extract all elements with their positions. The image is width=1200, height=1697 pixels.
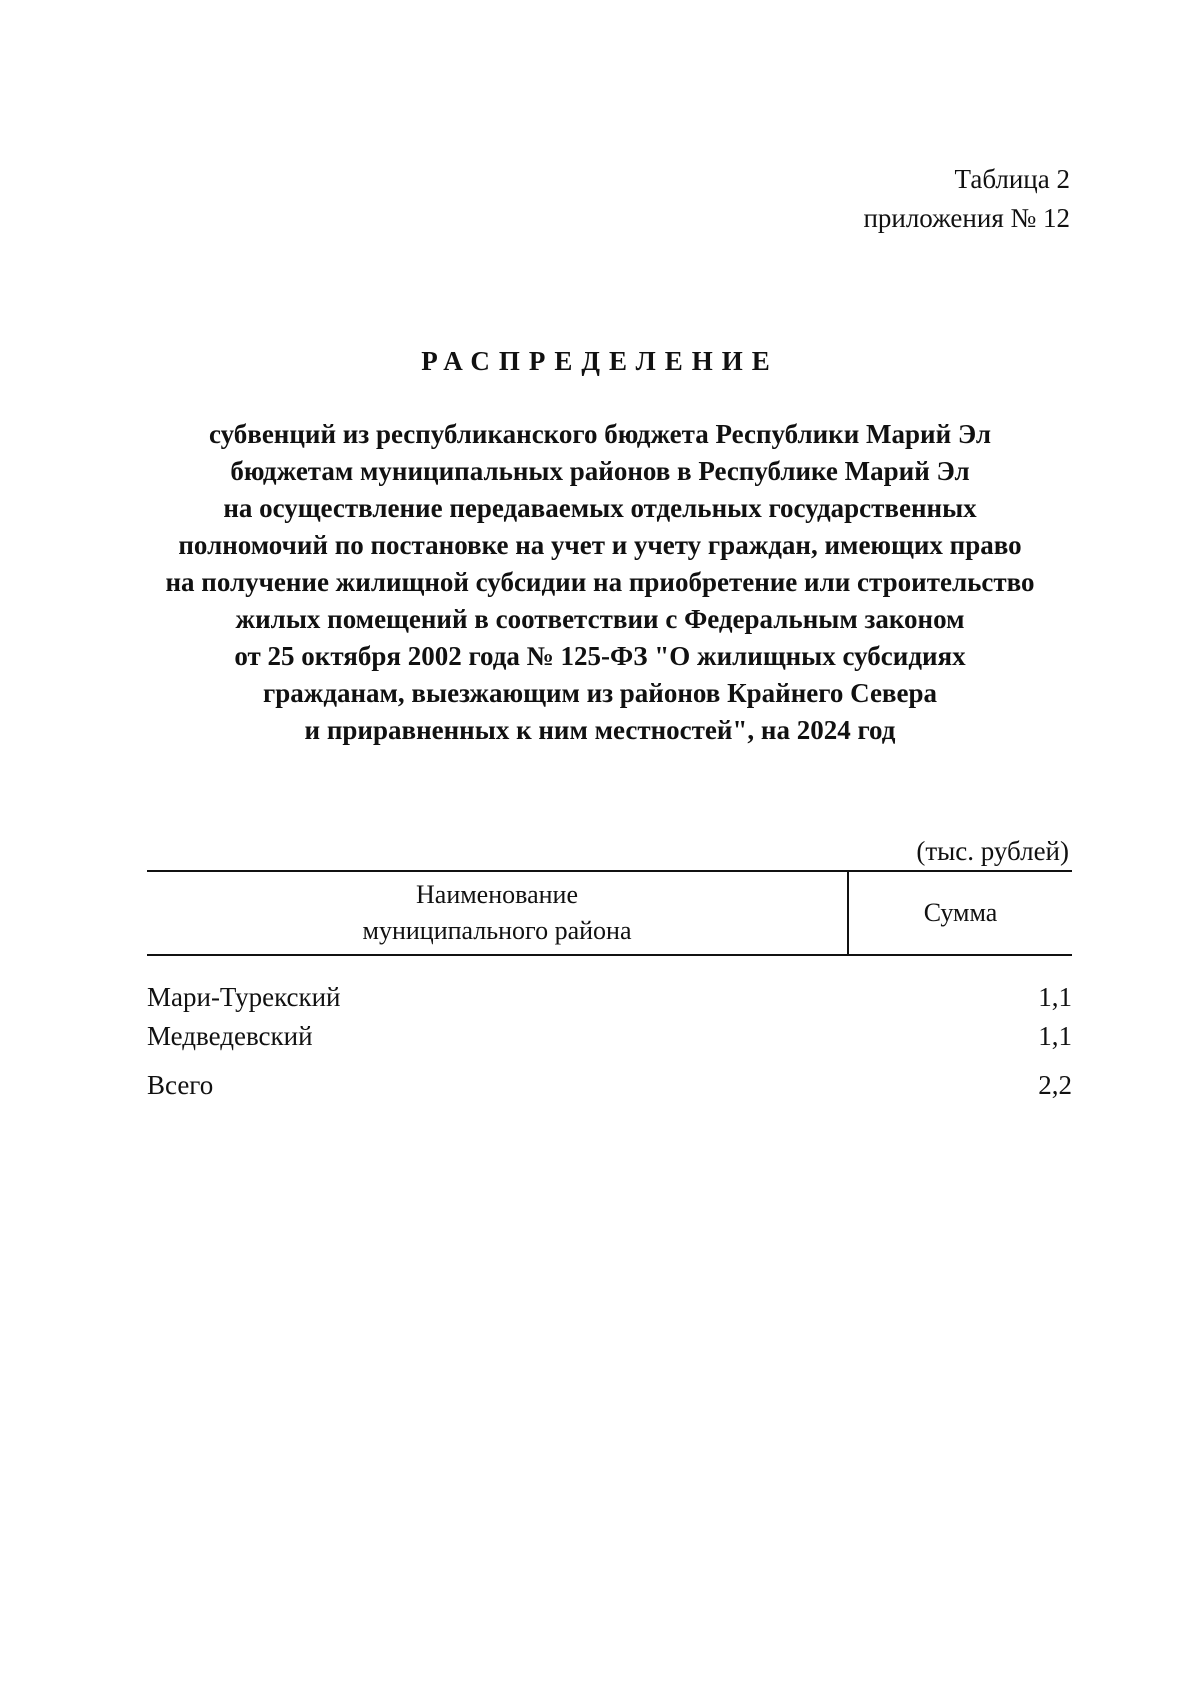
subtitle-line: полномочий по постановке на учет и учету граждан, имеющих право: [178, 530, 1022, 560]
document-title: РАСПРЕДЕЛЕНИЕ: [421, 346, 779, 376]
distribution-table: [147, 870, 1072, 956]
table-row: [147, 978, 1072, 1017]
subtitle-line: на получение жилищной субсидии на приобретение или строительство: [165, 567, 1035, 597]
subtitle-line: жилых помещений в соответствии с Федеральным законом: [235, 604, 965, 634]
row-sum: 1,1: [1038, 982, 1072, 1012]
subtitle-line: от 25 октября 2002 года № 125-ФЗ "О жилищных субсидиях: [234, 641, 966, 671]
table-body: [147, 978, 1072, 1105]
subtitle-line: гражданам, выезжающим из районов Крайнего Севера: [262, 678, 938, 708]
subtitle-line: субвенций из республиканского бюджета Республики Марий Эл: [208, 419, 992, 449]
appendix-number: приложения № 12: [863, 203, 1070, 233]
table-reference: [863, 160, 1070, 238]
table-row: [147, 1017, 1072, 1056]
document-subtitle: [140, 416, 1060, 749]
table-total-row: [147, 1066, 1072, 1105]
row-sum: 1,1: [1038, 1021, 1072, 1051]
column-header-name-line1: Наименование: [416, 880, 578, 909]
row-district-name: Медведевский: [147, 1021, 313, 1051]
units-label: (тыс. рублей): [916, 836, 1069, 866]
column-header-name-line2: муниципального района: [362, 916, 632, 945]
table-header: [147, 870, 1072, 956]
total-sum: 2,2: [1038, 1070, 1072, 1100]
total-label: Всего: [147, 1070, 214, 1100]
subtitle-line: бюджетам муниципальных районов в Республике Марий Эл: [230, 456, 970, 486]
column-header-name: [147, 872, 849, 954]
row-district-name: Мари-Турекский: [147, 982, 341, 1012]
subtitle-line: на осуществление передаваемых отдельных государственных: [223, 493, 977, 523]
subtitle-line: и приравненных к ним местностей", на 2024 год: [304, 715, 896, 745]
column-header-sum: Сумма: [923, 898, 998, 927]
table-number: Таблица 2: [954, 164, 1070, 194]
